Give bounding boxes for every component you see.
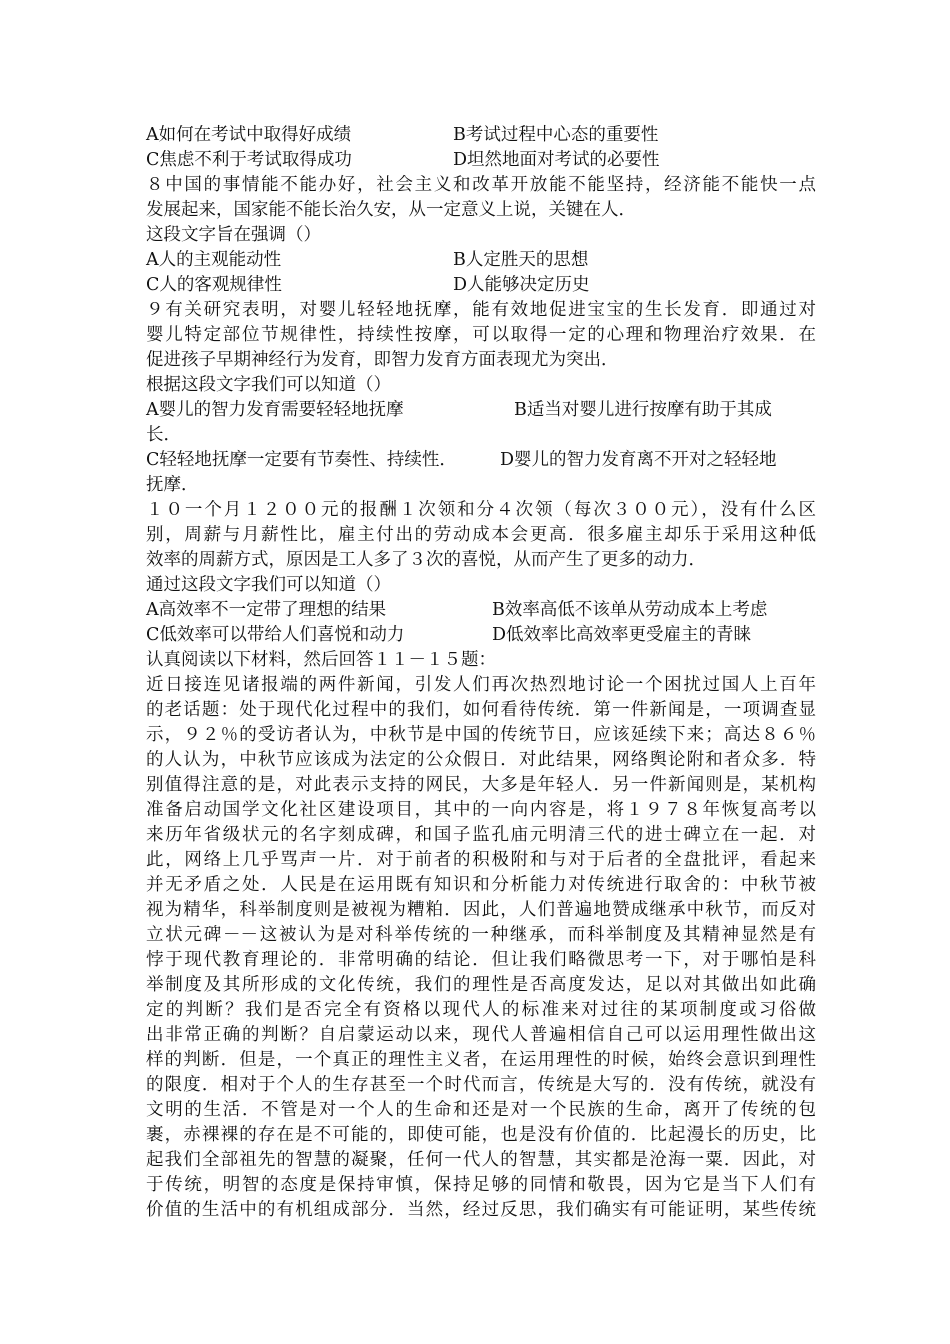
q9-stem-line: 促进孩子早期神经行为发育，即智力发育方面表现尤为突出． (146, 350, 619, 370)
q8-option-b: B人定胜天的思想 (453, 250, 589, 270)
passage-line: 的限度．相对于个人的生存甚至一个时代而言，传统是大写的．没有传统，就没有 (146, 1075, 816, 1095)
passage-line: 近日接连见诸报端的两件新闻，引发人们再次热烈地讨论一个困扰过国人上百年 (146, 675, 816, 695)
q10-option-c: C低效率可以带给人们喜悦和动力 (146, 625, 405, 645)
passage-line: 裹，赤裸裸的存在是不可能的，即使可能，也是没有价值的．比起漫长的历史，比 (146, 1125, 816, 1145)
q10-option-a: A高效率不一定带了理想的结果 (146, 600, 387, 620)
q9-option-b-continued: 长． (146, 425, 181, 445)
q9-option-c: C轻轻地抚摩一定要有节奏性、持续性． (146, 450, 457, 470)
passage-line: 的老话题：处于现代化过程中的我们，如何看待传统．第一件新闻是，一项调查显 (146, 700, 816, 720)
passage-line: 别值得注意的是，对此表示支持的网民，大多是年轻人．另一件新闻则是，某机构 (146, 775, 816, 795)
passage-line: 定的判断？我们是否完全有资格以现代人的标准来对过往的某项制度或习俗做 (146, 1000, 816, 1020)
q9-stem-line: ９有关研究表明，对婴儿轻轻地抚摩，能有效地促进宝宝的生长发育．即通过对 (146, 300, 816, 320)
passage-line: 此，网络上几乎骂声一片．对于前者的积极附和与对于后者的全盘批评，看起来 (146, 850, 816, 870)
passage-line: 样的判断．但是，一个真正的理性主义者，在运用理性的时候，始终会意识到理性 (146, 1050, 816, 1070)
q10-question: 通过这段文字我们可以知道（） (146, 575, 391, 595)
passage-line: 价值的生活中的有机组成部分．当然，经过反思，我们确实有可能证明，某些传统 (146, 1200, 816, 1220)
passage-line: 的人认为，中秋节应该成为法定的公众假日．对此结果，网络舆论附和者众多．特 (146, 750, 816, 770)
q8-option-d: D人能够决定历史 (453, 275, 590, 295)
passage-line: 示，９２％的受访者认为，中秋节是中国的传统节日，应该延续下来；高达８６％ (146, 725, 816, 745)
q9-question: 根据这段文字我们可以知道（） (146, 375, 391, 395)
q9-stem-line: 婴儿特定部位节规律性，持续性按摩，可以取得一定的心理和物理治疗效果．在 (146, 325, 816, 345)
q10-stem-line: １０一个月１２００元的报酬１次领和分４次领（每次３００元），没有什么区 (146, 500, 816, 520)
passage-line: 起我们全部祖先的智慧的凝聚，任何一代人的智慧，其实都是沧海一粟．因此，对 (146, 1150, 816, 1170)
q7-option-a: A如何在考试中取得好成绩 (146, 125, 352, 145)
passage-line: 立状元碑－－这被认为是对科举传统的一种继承，而科举制度及其精神显然是有 (146, 925, 816, 945)
q10-stem-line: 别，周薪与月薪性比，雇主付出的劳动成本会更高．很多雇主却乐于采用这种低 (146, 525, 816, 545)
q9-option-b: B适当对婴儿进行按摩有助于其成 (514, 400, 772, 420)
q9-option-d: D婴儿的智力发育离不开对之轻轻地 (500, 450, 777, 470)
q10-stem-line: 效率的周薪方式，原因是工人多了３次的喜悦，从而产生了更多的动力． (146, 550, 706, 570)
q10-option-d: D低效率比高效率更受雇主的青睐 (492, 625, 752, 645)
q8-option-a: A人的主观能动性 (146, 250, 282, 270)
q8-stem-line: ８中国的事情能不能办好，社会主义和改革开放能不能坚持，经济能不能快一点 (146, 175, 816, 195)
passage-line: 来历年省级状元的名字刻成碑，和国子监孔庙元明清三代的进士碑立在一起．对 (146, 825, 816, 845)
passage-line: 出非常正确的判断？自启蒙运动以来，现代人普遍相信自己可以运用理性做出这 (146, 1025, 816, 1045)
passage-intro: 认真阅读以下材料，然后回答１１－１５题： (146, 650, 496, 670)
passage-line: 悖于现代教育理论的．非常明确的结论．但让我们略微思考一下，对于哪怕是科 (146, 950, 816, 970)
q8-stem-line: 发展起来，国家能不能长治久安，从一定意义上说，关键在人． (146, 200, 636, 220)
q7-option-c: C焦虑不利于考试取得成功 (146, 150, 352, 170)
passage-line: 于传统，明智的态度是保持审慎，保持足够的同情和敬畏，因为它是当下人们有 (146, 1175, 816, 1195)
q7-option-d: D坦然地面对考试的必要性 (453, 150, 660, 170)
passage-line: 文明的生活．不管是对一个人的生命和还是对一个民族的生命，离开了传统的包 (146, 1100, 816, 1120)
passage-line: 并无矛盾之处．人民是在运用既有知识和分析能力对传统进行取舍的：中秋节被 (146, 875, 816, 895)
q7-option-b: B考试过程中心态的重要性 (453, 125, 659, 145)
q8-question: 这段文字旨在强调（） (146, 225, 321, 245)
passage-line: 举制度及其所形成的文化传统，我们的理性是否高度发达，足以对其做出如此确 (146, 975, 816, 995)
q8-option-c: C人的客观规律性 (146, 275, 282, 295)
q9-option-d-continued: 抚摩． (146, 475, 199, 495)
passage-line: 视为精华，科举制度则是被视为糟粕．因此，人们普遍地赞成继承中秋节，而反对 (146, 900, 816, 920)
passage-line: 准备启动国学文化社区建设项目，其中的一向内容是，将１９７８年恢复高考以 (146, 800, 816, 820)
q9-option-a: A婴儿的智力发育需要轻轻地抚摩 (146, 400, 404, 420)
q10-option-b: B效率高低不该单从劳动成本上考虑 (492, 600, 768, 620)
